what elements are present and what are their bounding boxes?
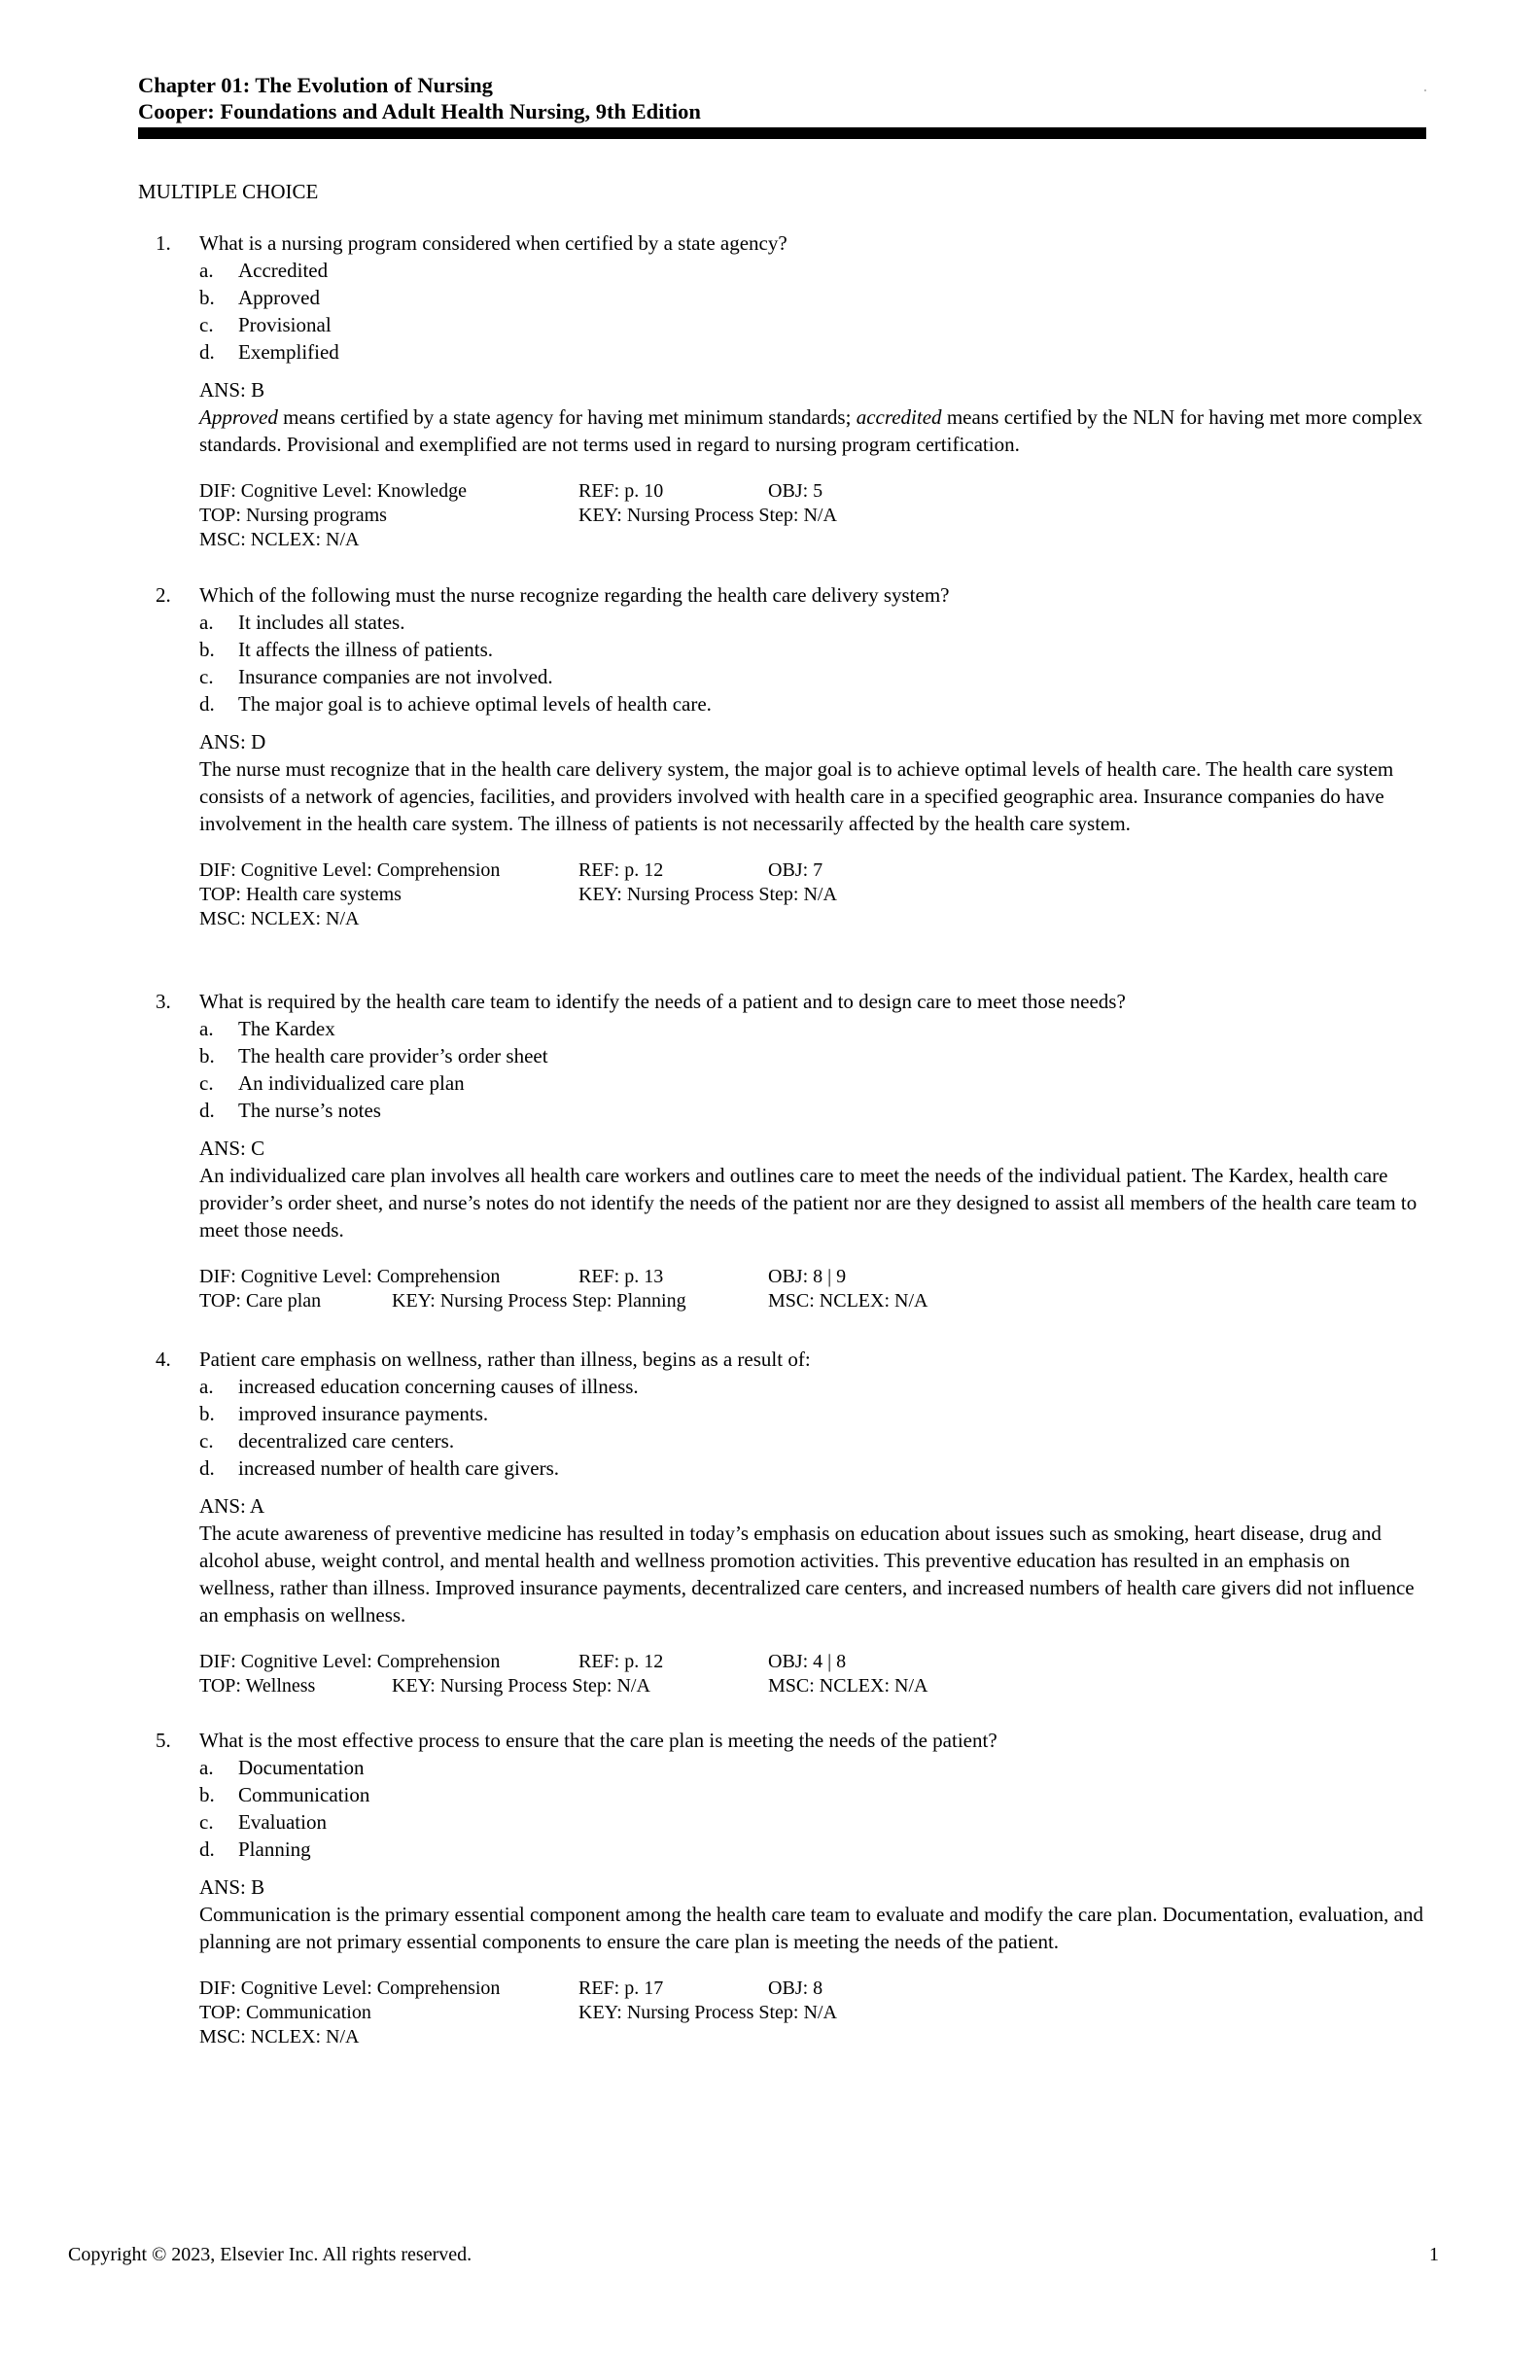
option-d: d. Exemplified [199,340,339,364]
rationale: Approved means certified by a state agency for having met minimum standards; accredited means certified by the NLN for having met more complex standards. Provisional and exemplified are not terms used in regard to nursing program certification. [199,405,1423,456]
meta-obj: OBJ: 8 | 9 [768,1266,847,1287]
question-5 [156,1727,1429,2049]
option-c: c. decentralized care centers. [199,1429,455,1452]
meta-top: TOP: Wellness [199,1675,316,1697]
answer-block [199,1492,1429,1628]
meta-msc: MSC: NCLEX: N/A [199,908,360,929]
options-list [199,609,1429,718]
option-a: a. increased education concerning causes of illness. [199,1375,639,1398]
question-number: 1. [156,231,171,255]
option-b: b. The health care provider’s order sheet [199,1044,548,1068]
option-d: d. increased number of health care givers. [199,1456,560,1480]
options-list [199,1754,1429,1863]
question-stem: Which of the following must the nurse recognize regarding the health care delivery system? [199,583,950,607]
answer-block [199,376,1429,458]
document-header [138,72,1426,124]
answer-key: ANS: C [199,1137,265,1160]
options-list [199,1373,1429,1482]
chapter-title: Chapter 01: The Evolution of Nursing [138,73,493,97]
question-metadata [199,1977,1429,2049]
meta-msc: MSC: NCLEX: N/A [199,2026,360,2048]
meta-ref: REF: p. 17 [578,1978,664,1999]
option-b: b. It affects the illness of patients. [199,638,494,661]
meta-dif: DIF: Cognitive Level: Comprehension [199,1978,501,1999]
option-c: c. Insurance companies are not involved. [199,665,553,688]
meta-top: TOP: Communication [199,2002,371,2023]
question-metadata [199,858,1429,931]
meta-dif: DIF: Cognitive Level: Comprehension [199,859,501,881]
option-a: a. The Kardex [199,1017,335,1040]
meta-ref: REF: p. 13 [578,1266,664,1287]
meta-key: KEY: Nursing Process Step: N/A [578,884,837,905]
answer-key: ANS: B [199,1875,265,1899]
question-1 [156,229,1429,552]
answer-key: ANS: B [199,378,265,402]
option-a: a. Accredited [199,259,329,282]
question-number: 4. [156,1348,171,1371]
question-metadata [199,479,1429,552]
question-stem: Patient care emphasis on wellness, rather than illness, begins as a result of: [199,1348,811,1371]
option-d: d. The major goal is to achieve optimal levels of health care. [199,692,712,716]
meta-key: KEY: Nursing Process Step: N/A [392,1675,650,1697]
meta-top: TOP: Health care systems [199,884,402,905]
meta-msc: MSC: NCLEX: N/A [768,1290,928,1312]
question-3 [156,988,1429,1313]
meta-dif: DIF: Cognitive Level: Comprehension [199,1266,501,1287]
rationale: An individualized care plan involves all health care workers and outlines care to meet the needs of the individual patient. The Kardex, health care provider’s order sheet, and nurse’s notes do not identify the needs of the patient nor are they designed to assist all members of the health care team to meet those needs. [199,1164,1418,1242]
meta-msc: MSC: NCLEX: N/A [199,529,360,550]
question-stem: What is a nursing program considered when certified by a state agency? [199,231,788,255]
option-d: d. The nurse’s notes [199,1099,381,1122]
option-b: b. Communication [199,1783,370,1806]
option-c: c. Evaluation [199,1810,327,1834]
answer-key: ANS: A [199,1494,265,1518]
meta-dif: DIF: Cognitive Level: Knowledge [199,480,467,502]
section-title: MULTIPLE CHOICE [138,180,319,203]
meta-top: TOP: Care plan [199,1290,322,1312]
meta-obj: OBJ: 4 | 8 [768,1651,847,1672]
answer-key: ANS: D [199,730,266,753]
header-rule [138,127,1426,139]
meta-obj: OBJ: 5 [768,480,823,502]
rationale: The acute awareness of preventive medicine has resulted in today’s emphasis on education about issues such as smoking, heart disease, drug and alcohol abuse, weight control, and mental health and wellness promotion activities. This preventive education has resulted in an emphasis on wellness, rather than illness. Improved insurance payments, decentralized care centers, and increased numbers of health care givers did not influence an emphasis on wellness. [199,1522,1415,1627]
rationale: The nurse must recognize that in the health care delivery system, the major goal is to achieve optimal levels of health care. The health care system consists of a network of agencies, facilities, and providers involved with health care in a specified geographic area. Insurance companies do have involvement in the health care system. The illness of patients is not necessarily affected by the health care system. [199,757,1394,835]
answer-block [199,1873,1429,1955]
scan-mark [1424,89,1426,91]
page-number: 1 [1429,2244,1439,2265]
answer-block [199,728,1429,837]
meta-obj: OBJ: 8 [768,1978,823,1999]
question-number: 2. [156,583,171,607]
option-d: d. Planning [199,1838,311,1861]
meta-ref: REF: p. 10 [578,480,664,502]
meta-dif: DIF: Cognitive Level: Comprehension [199,1651,501,1672]
book-title: Cooper: Foundations and Adult Health Nursing, 9th Edition [138,99,701,123]
option-b: b. Approved [199,286,320,309]
question-stem: What is required by the health care team to identify the needs of a patient and to design care to meet those needs? [199,990,1126,1013]
meta-msc: MSC: NCLEX: N/A [768,1675,928,1697]
option-a: a. It includes all states. [199,611,405,634]
option-c: c. An individualized care plan [199,1071,465,1095]
meta-key: KEY: Nursing Process Step: N/A [578,2002,837,2023]
meta-ref: REF: p. 12 [578,859,664,881]
question-number: 3. [156,990,171,1013]
meta-key: KEY: Nursing Process Step: N/A [578,505,837,526]
question-metadata [199,1650,1429,1698]
meta-key: KEY: Nursing Process Step: Planning [392,1290,686,1312]
question-metadata [199,1265,1429,1313]
option-a: a. Documentation [199,1756,365,1779]
options-list [199,257,1429,366]
answer-block [199,1135,1429,1243]
page-footer [68,2241,1439,2268]
meta-obj: OBJ: 7 [768,859,823,881]
question-2 [156,581,1429,931]
copyright-text: Copyright © 2023, Elsevier Inc. All rights reserved. [68,2244,472,2265]
question-4 [156,1346,1429,1698]
options-list [199,1015,1429,1124]
option-b: b. improved insurance payments. [199,1402,489,1425]
meta-top: TOP: Nursing programs [199,505,387,526]
question-stem: What is the most effective process to ensure that the care plan is meeting the needs of the patient? [199,1729,998,1752]
question-number: 5. [156,1729,171,1752]
option-c: c. Provisional [199,313,332,336]
rationale: Communication is the primary essential component among the health care team to evaluate and modify the care plan. Documentation, evaluation, and planning are not primary essential components to ensure the care plan is meeting the needs of the patient. [199,1903,1424,1953]
meta-ref: REF: p. 12 [578,1651,664,1672]
